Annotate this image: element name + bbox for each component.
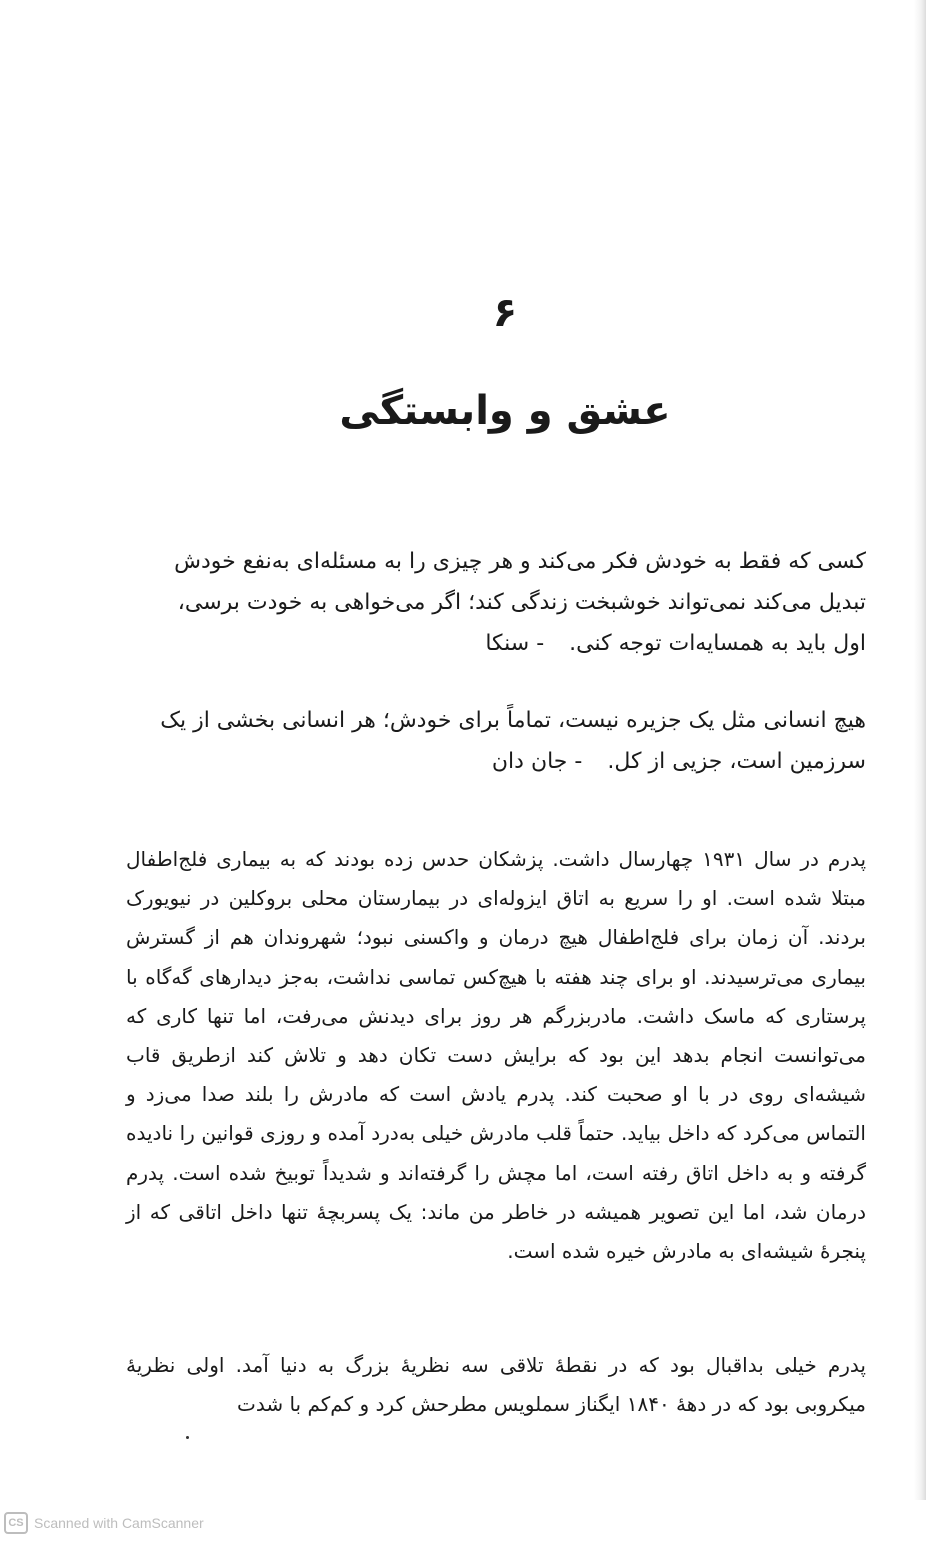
camscanner-watermark <box>4 1512 204 1534</box>
chapter-title: عشق و وابستگی <box>339 388 671 434</box>
epigraph-text: کسی که فقط به خودش فکر می‌کند و هر چیزی را به مسئله‌ای به‌نفع خودش تبدیل می‌کند نمی‌تواند خوشبخت زندگی کند؛ اگر می‌خواهی به خودت برسی، اول باید به همسایه‌ات توجه کنی. <box>174 549 866 656</box>
watermark-text: Scanned with CamScanner <box>34 1515 204 1531</box>
chapter-number: ۶ <box>492 290 518 336</box>
epigraph-john-donne <box>146 700 866 782</box>
epigraph-attribution: - سنکا <box>485 631 545 656</box>
body-paragraph: پدرم خیلی بداقبال بود که در نقطهٔ تلاقی سه نظریهٔ بزرگ به دنیا آمد. اولی نظریهٔ میکروبی بود که در دههٔ ۱۸۴۰ ایگناز سملویس مطرحش کرد و کم‌کم با شدت <box>126 1353 866 1417</box>
page-edge-shadow <box>914 0 926 1500</box>
epigraph-text: هیچ انسانی مثل یک جزیره نیست، تماماً برای خودش؛ هر انسانی بخشی از یک سرزمین است، جزیی از کل. <box>160 708 866 774</box>
body-paragraph: پدرم در سال ۱۹۳۱ چهارسال داشت. پزشکان حدس زده بودند که به بیماری فلج‌اطفال مبتلا شده است. او را سریع به اتاق ایزوله‌ای در بیمارستان محلی بروکلین در نیویورک بردند. آن زمان برای فلج‌اطفال هیچ درمان و واکسنی نبود؛ شهروندان هم از گسترش بیماری می‌ترسیدند. او برای چند هفته با هیچ‌کس تماسی نداشت، به‌جز دیدارهای گه‌گاه با پرستاری که ماسک داشت. مادربزرگم هر روز برای دیدنش می‌رفت، اما تنها کاری که می‌توانست انجام بدهد این بود که برایش دست تکان دهد و تلاش کند ازطریق قاب شیشه‌ای روی در با او صحبت کند. پدرم یادش است که مادرش را بلند صدا می‌زد و التماس می‌کرد که داخل بیاید. حتماً قلب مادرش خیلی به‌درد آمده و روزی قوانین را نادیده گرفته و به داخل اتاق رفته است، اما مچش را گرفته‌اند و شدیداً توبیخ شده است. پدرم درمان شد، اما این تصویر همیشه در خاطر من ماند: یک پسربچهٔ تنها داخل اتاقی که از پنجرهٔ شیشه‌ای به مادرش خیره شده است. <box>126 847 867 1264</box>
scan-speck <box>186 1436 189 1439</box>
epigraph-attribution: - جان دان <box>491 749 583 774</box>
epigraph-seneca <box>146 541 866 664</box>
camscanner-logo-icon: CS <box>4 1512 28 1534</box>
